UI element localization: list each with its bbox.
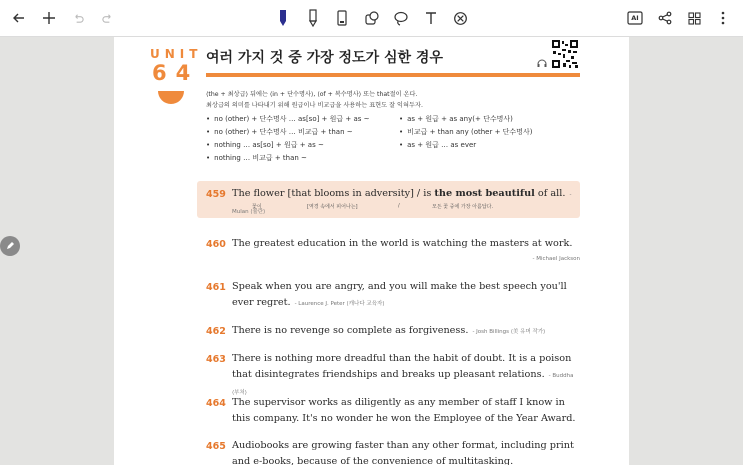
gloss-459-4: 모든 꽃 중에 가장 아름답다.: [432, 204, 494, 210]
bullet-left-1: • no (other) + 단수명사 … as[so] + 원급 + as ~: [206, 115, 370, 123]
unit-label: UNIT: [150, 47, 203, 61]
unit-decoration: [158, 91, 184, 104]
page-title: 여러 가지 것 중 가장 정도가 심한 경우: [206, 50, 443, 66]
pen-icon[interactable]: [272, 7, 294, 29]
top-toolbar: [0, 0, 743, 37]
sentence-number-460: 460: [206, 239, 226, 250]
grid-icon[interactable]: [683, 7, 705, 29]
bullet-left-3: • nothing … as[so] + 원급 + as ~: [206, 141, 324, 149]
sentence-463: There is nothing more dreadful than the habit of doubt. It is a poison that disintegrates friendships and breaks up pleasant relations. - Buddha ⟨부처⟩: [232, 353, 574, 396]
back-arrow-icon[interactable]: [8, 7, 30, 29]
sentence-462: There is no revenge so complete as forgiveness. - Josh Billings ⟨美 유머 작가⟩: [232, 325, 546, 336]
source-463: - Buddha ⟨부처⟩: [232, 373, 574, 396]
floating-pencil-button[interactable]: [0, 236, 20, 256]
sentence-459: The flower [that blooms in adversity] / is the most beautiful of all. - Mulan ⟨뮬란⟩: [232, 188, 572, 215]
sentence-number-464: 464: [206, 398, 226, 409]
sentence-number-465: 465: [206, 441, 226, 452]
sentence-number-463: 463: [206, 354, 226, 365]
text-icon[interactable]: [420, 7, 442, 29]
undo-icon[interactable]: [67, 7, 89, 29]
lasso-icon[interactable]: [390, 7, 412, 29]
sentence-461: Speak when you are angry, and you will make the best speech you'll ever regret. - Laurence J. Peter ⟨캐나다 교육자⟩: [232, 281, 567, 308]
more-icon[interactable]: [712, 7, 734, 29]
source-460: - Michael Jackson: [532, 256, 580, 262]
eraser-icon[interactable]: [449, 7, 471, 29]
gloss-459-1: 꽃이: [252, 204, 262, 210]
sentence-465: Audiobooks are growing faster than any other format, including print and e-books, because of the convenience of multitasking.: [232, 440, 574, 465]
ai-label: AI: [631, 14, 639, 22]
source-461: - Laurence J. Peter ⟨캐나다 교육자⟩: [294, 301, 385, 307]
redo-icon[interactable]: [96, 7, 118, 29]
sentence-460: The greatest education in the world is watching the masters at work.: [232, 238, 573, 249]
share-icon[interactable]: [654, 7, 676, 29]
sentence-464: The supervisor works as diligently as any member of staff I know in this company. It's no wonder he won the Employee of the Year Award.: [232, 397, 576, 424]
gloss-459-2: [역경 속에서 피어나는]: [307, 204, 358, 210]
shapes-icon[interactable]: [361, 7, 383, 29]
ai-icon[interactable]: [624, 7, 646, 29]
headphones-icon[interactable]: [537, 59, 547, 67]
gloss-459-3: /: [398, 203, 400, 209]
marker-icon[interactable]: [302, 7, 324, 29]
source-462: - Josh Billings ⟨美 유머 작가⟩: [472, 329, 546, 335]
plus-icon[interactable]: [38, 7, 60, 29]
unit-number: 64: [152, 61, 200, 85]
bullet-left-2: • no (other) + 단수명사 … 비교급 + than ~: [206, 128, 353, 136]
bullet-right-2: • 비교급 + than any (other + 단수명사): [399, 128, 533, 136]
document-page: [114, 37, 629, 465]
bullet-left-4: • nothing … 비교급 + than ~: [206, 154, 307, 162]
pencil-icon: [5, 241, 15, 251]
sentence-number-462: 462: [206, 326, 226, 337]
sentence-number-461: 461: [206, 282, 226, 293]
qr-code-icon[interactable]: [551, 39, 579, 69]
rule-description-1: ⟨the + 최상급⟩ 뒤에는 ⟨in + 단수명사⟩, ⟨of + 복수명사⟩ 또는 that절이 온다.: [206, 91, 418, 98]
title-divider: [206, 73, 580, 77]
highlighter-icon[interactable]: [331, 7, 353, 29]
rule-description-2: 최상급의 의미를 나타내기 위해 원급이나 비교급을 사용하는 표현도 잘 익혀두자.: [206, 102, 423, 109]
bullet-right-3: • as + 원급 … as ever: [399, 141, 477, 149]
sentence-number-459: 459: [206, 189, 226, 200]
bullet-right-1: • as + 원급 + as any(+ 단수명사): [399, 115, 513, 123]
source-459: - Mulan ⟨뮬란⟩: [232, 192, 572, 215]
